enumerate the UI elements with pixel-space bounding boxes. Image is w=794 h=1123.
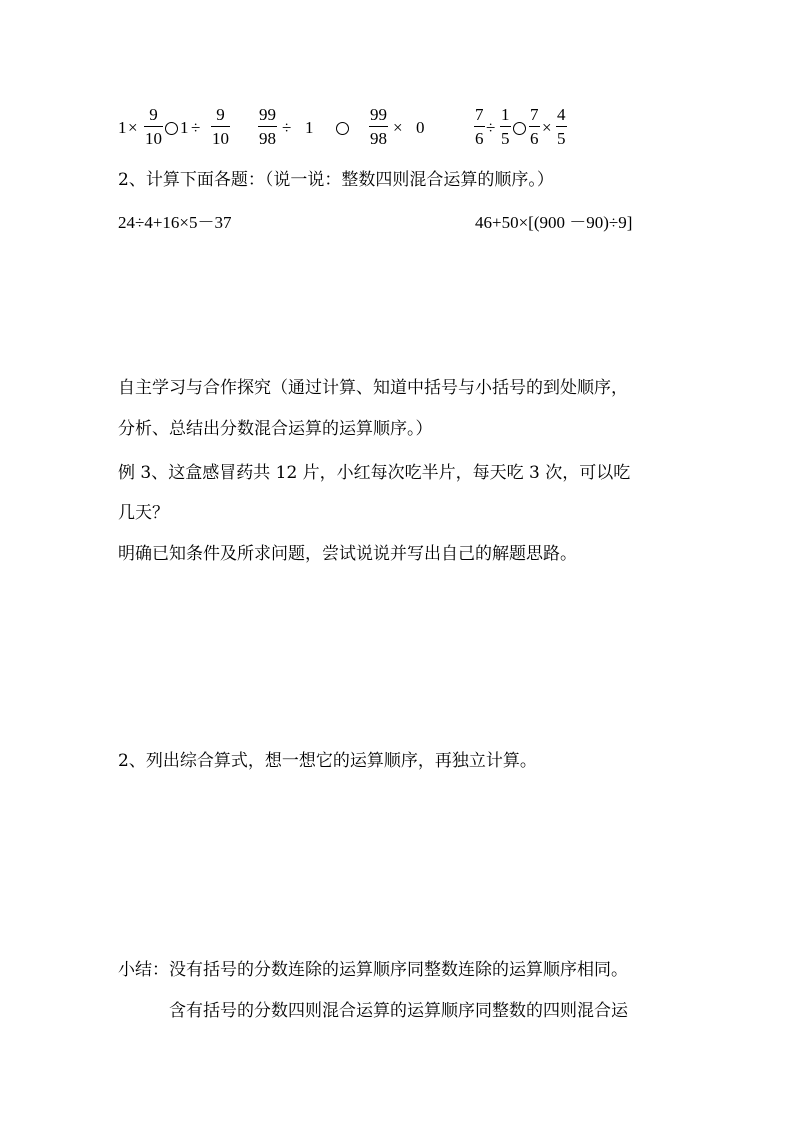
divide-sign: ÷ [282,118,292,137]
compare-circle[interactable] [165,122,178,135]
whole-number: 0 [416,118,425,137]
fraction: 1 5 [501,105,510,148]
section-heading: 2、计算下面各题：（说一说：整数四则混合运算的顺序。） [118,170,554,190]
fraction: 9 10 [212,105,229,148]
whole-number: 1 [118,118,127,137]
divide-sign: ÷ [486,118,496,137]
times-sign: × [393,118,403,137]
fraction: 4 5 [557,105,566,148]
whole-number: 1 [180,118,189,137]
compare-circle[interactable] [513,122,526,135]
fraction: 99 98 [370,105,387,148]
divide-sign: ÷ [191,118,201,137]
explore-line-1: 自主学习与合作探究（通过计算、知道中括号与小括号的到处顺序， [118,378,628,398]
fraction: 7 6 [530,105,539,148]
times-sign: × [128,118,138,137]
expression-left: 24÷4+16×5－37 [118,213,232,232]
compare-circle[interactable] [336,122,349,135]
explore-line-2: 分析、总结出分数混合运算的运算顺序。） [118,419,433,439]
summary-line-1: 小结：没有括号的分数连除的运算顺序同整数连除的运算顺序相同。 [118,960,628,980]
fraction: 99 98 [259,105,276,148]
fraction: 9 10 [145,105,162,148]
summary-line-2: 含有括号的分数四则混合运算的运算顺序同整数的四则混合运 [169,1001,628,1021]
expression-right: 46+50×[(900 －90)÷9] [475,213,633,232]
times-sign: × [542,118,552,137]
example-line-3: 明确已知条件及所求问题，尝试说说并写出自己的解题思路。 [118,544,577,564]
example-line-2: 几天？ [118,503,169,523]
step-instruction: 2、列出综合算式，想一想它的运算顺序，再独立计算。 [118,751,537,771]
whole-number: 1 [305,118,314,137]
example-line-1: 例 3、这盒感冒药共 12 片，小红每次吃半片，每天吃 3 次，可以吃 [118,463,631,483]
fraction: 7 6 [475,105,484,148]
